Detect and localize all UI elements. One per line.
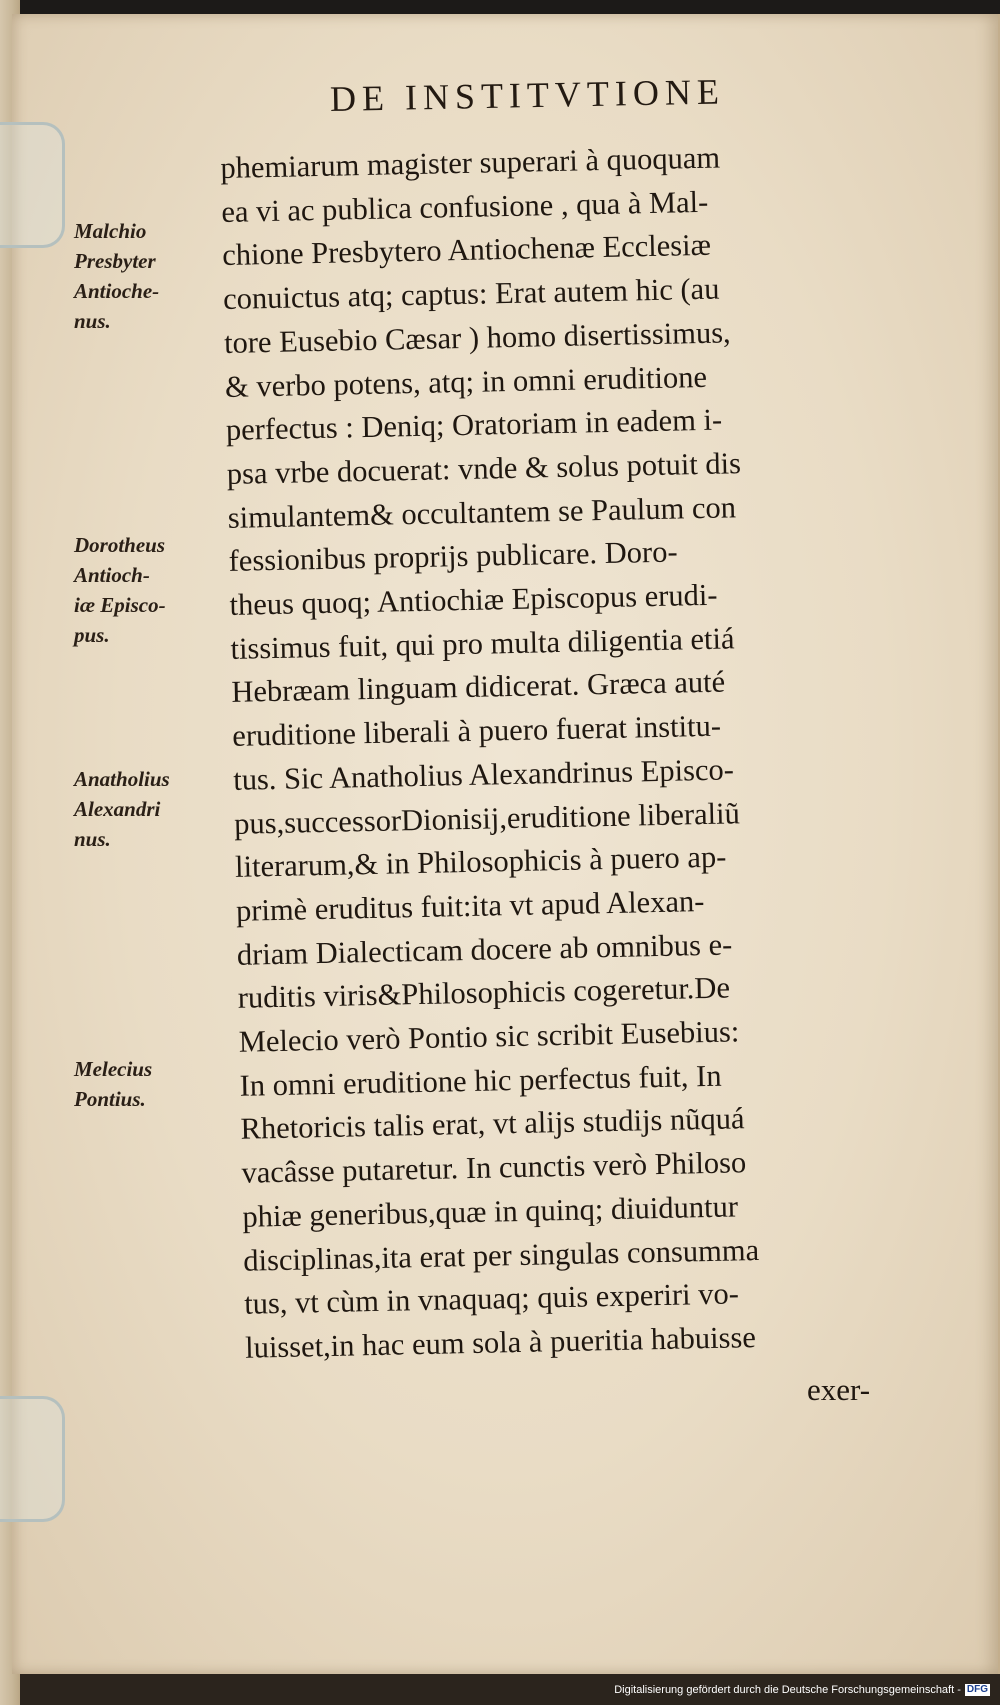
catchword: exer- [807,1372,871,1407]
text-line: tissimus fuit, qui pro multa diligentia etiá [230,621,735,666]
marginal-note-line: Anatholius [74,767,170,791]
running-head: DE INSTITVTIONE [329,71,726,119]
text-line: & verbo potens, atq; in omni eruditione [224,359,708,404]
text-line: simulantem& occultantem se Paulum con [227,489,737,535]
text-line: Hebræam linguam didicerat. Græca auté [231,664,726,710]
text-line: disciplinas,ita erat per singulas consumma [242,1232,760,1278]
text-line: fessionibus proprijs publicare. Doro- [228,534,678,579]
text-line: eruditione liberali à puero fuerat institu- [231,708,722,754]
text-line: In omni eruditione hic perfectus fuit, In [239,1058,722,1103]
marginal-note-line: Pontius. [74,1087,146,1111]
book-page [12,14,1000,1674]
marginal-note-malchio [74,216,224,336]
text-line: phiæ generibus,quæ in quinq; diuiduntur [242,1189,739,1234]
marginal-note-line: nus. [74,309,111,333]
text-line: Rhetoricis talis erat, vt alijs studijs nũquá [240,1101,745,1147]
marginal-note-line: Antioch- [74,563,150,587]
text-line: tore Eusebio Cæsar ) homo disertissimus, [223,315,731,360]
text-line: luisset,in hac eum sola à pueritia habuisse [244,1320,757,1365]
text-line: primè eruditus fuit:ita vt apud Alexan- [235,883,705,928]
marginal-note-melecius [74,1054,224,1114]
marginal-note-line: Presbyter [74,249,156,273]
credit-text: Digitalisierung gefördert durch die Deutsche Forschungsgemeinschaft - [614,1684,961,1696]
text-line: tus, vt cùm in vnaquaq; quis experiri vo- [243,1276,740,1322]
bookmark-clip-bottom [0,1396,65,1522]
marginal-note-line: Dorotheus [74,533,166,557]
text-line: literarum,& in Philosophicis à puero ap- [234,839,727,885]
bookmark-clip-top [0,122,65,248]
text-line: phemiarum magister superari à quoquam [220,140,721,185]
text-line: chione Presbytero Antiochenæ Ecclesiæ [221,228,712,273]
text-line: theus quoq; Antiochiæ Episcopus erudi- [229,577,718,622]
text-line: ruditis viris&Philosophicis cogeretur.De [237,970,731,1016]
marginal-note-anatholius [74,764,224,854]
text-line: Melecio verò Pontio sic scribit Eusebius: [238,1014,740,1059]
marginal-note-line: Malchio [74,219,147,243]
text-line: pus,successorDionisij,eruditione liberaliũ [233,795,741,841]
text-line: driam Dialecticam docere ab omnibus e- [236,927,733,972]
marginal-note-line: pus. [74,623,110,647]
text-line: tus. Sic Anatholius Alexandrinus Episco- [232,752,735,797]
main-text-block [220,132,945,1370]
text-line: perfectus : Deniq; Oratoriam in eadem i- [225,402,723,448]
dfg-logo: DFG [966,1684,988,1696]
marginal-note-line: Antioche- [74,279,160,303]
text-line: conuictus atq; captus: Erat autem hic (au [222,271,720,317]
text-line: psa vrbe docuerat: vnde & solus potuit dis [226,446,742,491]
marginal-note-line: nus. [74,827,111,851]
text-line: vacâsse putaretur. In cunctis verò Philoso [241,1145,747,1190]
marginal-note-line: Alexandri [74,797,161,821]
marginal-note-line: iæ Episco- [74,593,166,617]
text-line: ea vi ac publica confusione , qua à Mal- [220,184,709,229]
marginal-note-dorotheus [74,530,224,650]
marginal-note-line: Melecius [74,1057,153,1081]
digitization-credit [600,1684,990,1696]
